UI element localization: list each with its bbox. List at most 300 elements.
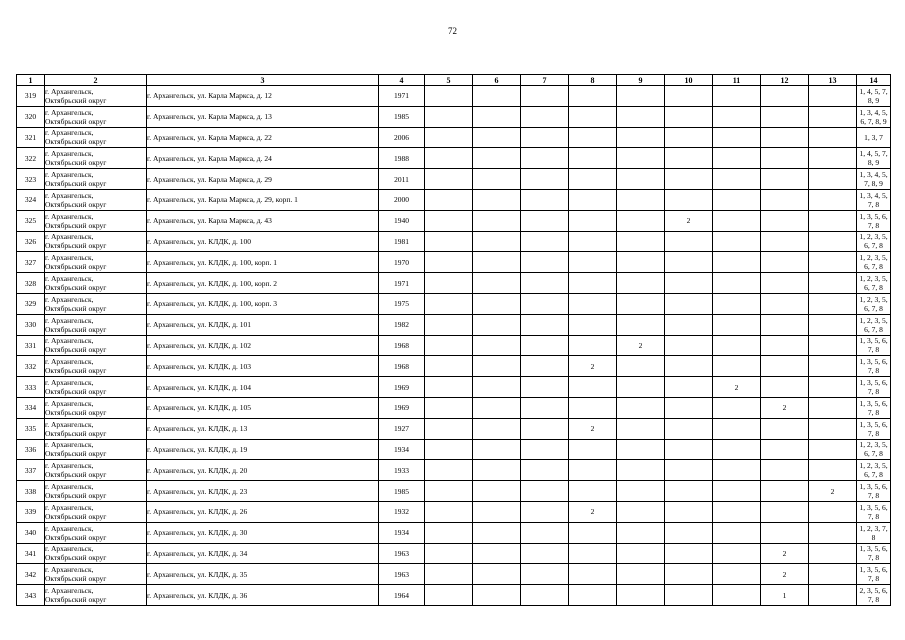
district-city: г. Архангельск, [45,232,94,242]
address-cell: г. Архангельск, ул. Карла Маркса, д. 12 [147,86,379,107]
district-okrug: Октябрьский округ [45,324,107,334]
row-number-cell: 320 [17,106,45,127]
value-cell-c9 [617,418,665,439]
table-row [17,210,891,231]
district-city: г. Архангельск, [45,419,94,429]
value-cell-c13 [809,418,857,439]
value-cell-c11 [713,252,761,273]
value-cell-c7 [521,148,569,169]
value-cell-c8 [569,439,617,460]
address-cell: г. Архангельск, ул. КЛДК, д. 23 [147,481,379,502]
value-cell-c5 [425,273,473,294]
value-cell-c13 [809,543,857,564]
codes-cell: 2, 3, 5, 6, 7, 8 [857,585,891,606]
col-header: 1 [17,75,45,86]
value-cell-c7 [521,314,569,335]
table-row [17,397,891,418]
value-cell-c6 [473,481,521,502]
row-number-cell: 341 [17,543,45,564]
district-cell [45,148,147,169]
year-cell: 1969 [379,377,425,398]
district-cell [45,106,147,127]
value-cell-c6 [473,127,521,148]
value-cell-c8 [569,377,617,398]
value-cell-c5 [425,314,473,335]
col-header: 9 [617,75,665,86]
value-cell-c7 [521,418,569,439]
value-cell-c10 [665,418,713,439]
value-cell-c12 [761,106,809,127]
value-cell-c11 [713,585,761,606]
value-cell-c11 [713,460,761,481]
value-cell-c10 [665,585,713,606]
row-number-cell: 330 [17,314,45,335]
year-cell: 1981 [379,231,425,252]
value-cell-c7 [521,460,569,481]
value-cell-c5 [425,522,473,543]
value-cell-c11 [713,356,761,377]
value-cell-c13 [809,522,857,543]
value-cell-c11 [713,522,761,543]
value-cell-c9: 2 [617,335,665,356]
value-cell-c11 [713,231,761,252]
value-cell-c5 [425,418,473,439]
value-cell-c5 [425,377,473,398]
value-cell-c5 [425,189,473,210]
header-row [17,75,891,86]
value-cell-c9 [617,273,665,294]
value-cell-c7 [521,127,569,148]
row-number-cell: 322 [17,148,45,169]
codes-cell: 1, 2, 3, 5, 6, 7, 8 [857,460,891,481]
value-cell-c10 [665,397,713,418]
address-cell: г. Архангельск, ул. Карла Маркса, д. 24 [147,148,379,169]
codes-cell: 1, 2, 3, 5, 6, 7, 8 [857,314,891,335]
district-cell [45,481,147,502]
district-okrug: Октябрьский округ [45,345,107,355]
year-cell: 1970 [379,252,425,273]
value-cell-c7 [521,252,569,273]
district-cell [45,314,147,335]
value-cell-c11: 2 [713,377,761,398]
district-city: г. Архангельск, [45,440,94,450]
district-city: г. Архангельск, [45,378,94,388]
value-cell-c6 [473,148,521,169]
value-cell-c9 [617,460,665,481]
district-cell [45,501,147,522]
codes-cell: 1, 3, 4, 5, 7, 8 [857,189,891,210]
value-cell-c10 [665,522,713,543]
table-row [17,564,891,585]
district-okrug: Октябрьский округ [45,449,107,459]
value-cell-c9 [617,127,665,148]
district-cell [45,252,147,273]
value-cell-c8 [569,481,617,502]
year-cell: 1932 [379,501,425,522]
value-cell-c7 [521,481,569,502]
district-city: г. Архангельск, [45,586,94,596]
address-cell: г. Архангельск, ул. КЛДК, д. 102 [147,335,379,356]
year-cell: 2000 [379,189,425,210]
table-row [17,148,891,169]
address-cell: г. Архангельск, ул. Карла Маркса, д. 29, корп. 1 [147,189,379,210]
district-city: г. Архангельск, [45,482,94,492]
district-okrug: Октябрьский округ [45,179,107,189]
value-cell-c10 [665,148,713,169]
codes-cell: 1, 3, 5, 6, 7, 8 [857,397,891,418]
value-cell-c9 [617,397,665,418]
codes-cell: 1, 3, 5, 6, 7, 8 [857,210,891,231]
value-cell-c10 [665,439,713,460]
year-cell: 1985 [379,106,425,127]
year-cell: 1985 [379,481,425,502]
table-row [17,439,891,460]
row-number-cell: 336 [17,439,45,460]
row-number-cell: 343 [17,585,45,606]
table-row [17,314,891,335]
value-cell-c7 [521,356,569,377]
table-row [17,356,891,377]
value-cell-c9 [617,356,665,377]
codes-cell: 1, 2, 3, 5, 6, 7, 8 [857,273,891,294]
value-cell-c5 [425,169,473,190]
value-cell-c11 [713,293,761,314]
district-city: г. Архангельск, [45,315,94,325]
value-cell-c6 [473,293,521,314]
district-city: г. Архангельск, [45,86,94,96]
district-okrug: Октябрьский округ [45,95,107,105]
value-cell-c12 [761,418,809,439]
codes-cell: 1, 3, 4, 5, 7, 8, 9 [857,169,891,190]
value-cell-c11 [713,273,761,294]
col-header: 2 [45,75,147,86]
value-cell-c10 [665,314,713,335]
value-cell-c8 [569,189,617,210]
value-cell-c6 [473,397,521,418]
district-okrug: Октябрьский округ [45,116,107,126]
value-cell-c8: 2 [569,356,617,377]
district-okrug: Октябрьский округ [45,137,107,147]
value-cell-c13 [809,273,857,294]
value-cell-c9 [617,106,665,127]
value-cell-c6 [473,418,521,439]
value-cell-c13 [809,231,857,252]
year-cell: 1963 [379,543,425,564]
value-cell-c7 [521,501,569,522]
district-cell [45,460,147,481]
district-okrug: Октябрьский округ [45,491,107,501]
value-cell-c12 [761,481,809,502]
value-cell-c7 [521,377,569,398]
address-cell: г. Архангельск, ул. Карла Маркса, д. 22 [147,127,379,148]
value-cell-c12 [761,314,809,335]
value-cell-c11 [713,210,761,231]
value-cell-c9 [617,189,665,210]
value-cell-c13: 2 [809,481,857,502]
col-header: 6 [473,75,521,86]
district-city: г. Архангельск, [45,461,94,471]
value-cell-c12 [761,210,809,231]
table-row [17,86,891,107]
value-cell-c12 [761,460,809,481]
row-number-cell: 333 [17,377,45,398]
value-cell-c6 [473,210,521,231]
value-cell-c11 [713,106,761,127]
value-cell-c11 [713,397,761,418]
value-cell-c9 [617,439,665,460]
district-cell [45,210,147,231]
codes-cell: 1, 3, 5, 6, 7, 8 [857,418,891,439]
table-row [17,252,891,273]
district-cell [45,356,147,377]
value-cell-c12 [761,86,809,107]
value-cell-c8 [569,273,617,294]
value-cell-c12 [761,252,809,273]
value-cell-c12 [761,439,809,460]
year-cell: 1975 [379,293,425,314]
value-cell-c8 [569,564,617,585]
value-cell-c13 [809,106,857,127]
value-cell-c5 [425,356,473,377]
year-cell: 1933 [379,460,425,481]
row-number-cell: 328 [17,273,45,294]
codes-cell: 1, 3, 5, 6, 7, 8 [857,543,891,564]
col-header: 4 [379,75,425,86]
district-okrug: Октябрьский округ [45,262,107,272]
value-cell-c5 [425,439,473,460]
value-cell-c10 [665,481,713,502]
value-cell-c12: 2 [761,543,809,564]
row-number-cell: 327 [17,252,45,273]
district-city: г. Архангельск, [45,274,94,284]
address-cell: г. Архангельск, ул. КЛДК, д. 19 [147,439,379,460]
value-cell-c9 [617,252,665,273]
value-cell-c12 [761,231,809,252]
value-cell-c11 [713,86,761,107]
value-cell-c11 [713,335,761,356]
codes-cell: 1, 2, 3, 7, 8 [857,522,891,543]
value-cell-c9 [617,522,665,543]
table-row [17,501,891,522]
value-cell-c9 [617,564,665,585]
value-cell-c9 [617,585,665,606]
address-cell: г. Архангельск, ул. КЛДК, д. 26 [147,501,379,522]
year-cell: 1940 [379,210,425,231]
value-cell-c8 [569,252,617,273]
value-cell-c9 [617,169,665,190]
district-okrug: Октябрьский округ [45,511,107,521]
value-cell-c6 [473,522,521,543]
table-row [17,106,891,127]
year-cell: 1927 [379,418,425,439]
address-cell: г. Архангельск, ул. КЛДК, д. 30 [147,522,379,543]
district-cell [45,231,147,252]
address-cell: г. Архангельск, ул. КЛДК, д. 20 [147,460,379,481]
district-city: г. Архангельск, [45,336,94,346]
codes-cell: 1, 3, 5, 6, 7, 8 [857,377,891,398]
district-city: г. Архангельск, [45,398,94,408]
year-cell: 1964 [379,585,425,606]
table-row [17,293,891,314]
value-cell-c13 [809,86,857,107]
district-cell [45,585,147,606]
value-cell-c7 [521,106,569,127]
codes-cell: 1, 4, 5, 7, 8, 9 [857,148,891,169]
codes-cell: 1, 4, 5, 7, 8, 9 [857,86,891,107]
value-cell-c11 [713,564,761,585]
value-cell-c11 [713,501,761,522]
table-row [17,543,891,564]
value-cell-c13 [809,210,857,231]
value-cell-c8 [569,522,617,543]
value-cell-c10: 2 [665,210,713,231]
address-cell: г. Архангельск, ул. КЛДК, д. 104 [147,377,379,398]
value-cell-c12: 2 [761,397,809,418]
value-cell-c12 [761,148,809,169]
district-cell [45,397,147,418]
row-number-cell: 331 [17,335,45,356]
codes-cell: 1, 2, 3, 5, 6, 7, 8 [857,439,891,460]
value-cell-c7 [521,293,569,314]
row-number-cell: 332 [17,356,45,377]
codes-cell: 1, 3, 4, 5, 6, 7, 8, 9 [857,106,891,127]
district-okrug: Октябрьский округ [45,470,107,480]
address-cell: г. Архангельск, ул. КЛДК, д. 100, корп. 3 [147,293,379,314]
district-cell [45,293,147,314]
address-cell: г. Архангельск, ул. КЛДК, д. 101 [147,314,379,335]
value-cell-c13 [809,169,857,190]
district-okrug: Октябрьский округ [45,283,107,293]
row-number-cell: 324 [17,189,45,210]
value-cell-c9 [617,148,665,169]
value-cell-c7 [521,189,569,210]
district-okrug: Октябрьский округ [45,220,107,230]
col-header: 10 [665,75,713,86]
value-cell-c13 [809,314,857,335]
value-cell-c7 [521,169,569,190]
value-cell-c12 [761,189,809,210]
value-cell-c13 [809,335,857,356]
value-cell-c11 [713,418,761,439]
value-cell-c8 [569,231,617,252]
value-cell-c8 [569,314,617,335]
value-cell-c6 [473,231,521,252]
table-row [17,169,891,190]
district-city: г. Архангельск, [45,502,94,512]
value-cell-c13 [809,127,857,148]
value-cell-c8 [569,86,617,107]
value-cell-c5 [425,481,473,502]
value-cell-c7 [521,564,569,585]
district-okrug: Октябрьский округ [45,158,107,168]
value-cell-c13 [809,564,857,585]
value-cell-c5 [425,231,473,252]
district-city: г. Архангельск, [45,211,94,221]
value-cell-c6 [473,543,521,564]
value-cell-c10 [665,231,713,252]
codes-cell: 1, 3, 5, 6, 7, 8 [857,356,891,377]
value-cell-c8 [569,210,617,231]
value-cell-c8 [569,543,617,564]
year-cell: 2011 [379,169,425,190]
value-cell-c8 [569,106,617,127]
address-cell: г. Архангельск, ул. КЛДК, д. 100, корп. 2 [147,273,379,294]
address-cell: г. Архангельск, ул. КЛДК, д. 36 [147,585,379,606]
value-cell-c7 [521,86,569,107]
value-cell-c8: 2 [569,501,617,522]
value-cell-c7 [521,543,569,564]
value-cell-c6 [473,377,521,398]
value-cell-c6 [473,189,521,210]
value-cell-c13 [809,460,857,481]
value-cell-c5 [425,543,473,564]
value-cell-c6 [473,564,521,585]
address-cell: г. Архангельск, ул. Карла Маркса, д. 43 [147,210,379,231]
year-cell: 1982 [379,314,425,335]
value-cell-c6 [473,335,521,356]
value-cell-c11 [713,189,761,210]
address-cell: г. Архангельск, ул. КЛДК, д. 105 [147,397,379,418]
codes-cell: 1, 3, 5, 6, 7, 8 [857,501,891,522]
value-cell-c13 [809,439,857,460]
district-city: г. Архангельск, [45,149,94,159]
value-cell-c11 [713,127,761,148]
row-number-cell: 323 [17,169,45,190]
value-cell-c7 [521,210,569,231]
row-number-cell: 319 [17,86,45,107]
district-cell [45,86,147,107]
table-row [17,460,891,481]
value-cell-c5 [425,585,473,606]
table-row [17,273,891,294]
value-cell-c10 [665,356,713,377]
value-cell-c6 [473,501,521,522]
district-okrug: Октябрьский округ [45,553,107,563]
value-cell-c5 [425,501,473,522]
value-cell-c13 [809,377,857,398]
district-okrug: Октябрьский округ [45,595,107,605]
value-cell-c8 [569,585,617,606]
address-cell: г. Архангельск, ул. Карла Маркса, д. 13 [147,106,379,127]
value-cell-c10 [665,106,713,127]
row-number-cell: 326 [17,231,45,252]
value-cell-c6 [473,439,521,460]
value-cell-c13 [809,293,857,314]
table-row [17,189,891,210]
year-cell: 1963 [379,564,425,585]
value-cell-c9 [617,543,665,564]
codes-cell: 1, 3, 5, 6, 7, 8 [857,335,891,356]
year-cell: 1969 [379,397,425,418]
value-cell-c10 [665,273,713,294]
value-cell-c11 [713,169,761,190]
value-cell-c7 [521,397,569,418]
district-cell [45,564,147,585]
district-city: г. Архангельск, [45,107,94,117]
value-cell-c8 [569,293,617,314]
codes-cell: 1, 3, 5, 6, 7, 8 [857,481,891,502]
col-header: 3 [147,75,379,86]
value-cell-c8: 2 [569,418,617,439]
value-cell-c8 [569,127,617,148]
row-number-cell: 342 [17,564,45,585]
district-okrug: Октябрьский округ [45,366,107,376]
value-cell-c5 [425,293,473,314]
value-cell-c6 [473,252,521,273]
table-row [17,522,891,543]
value-cell-c12 [761,127,809,148]
value-cell-c11 [713,314,761,335]
